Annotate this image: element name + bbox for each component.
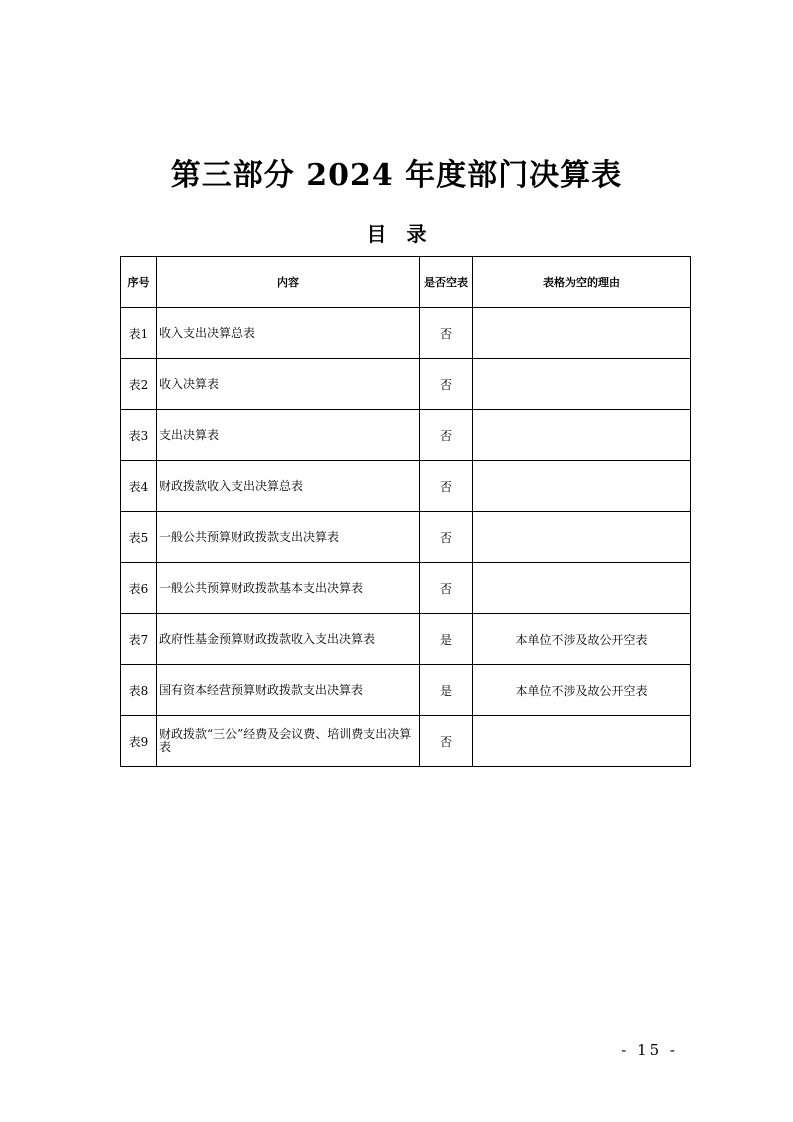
row-is-empty: 是 <box>420 614 473 665</box>
toc-title: 目 录 <box>366 222 427 246</box>
table-row <box>121 359 691 410</box>
row-content: 一般公共预算财政拨款基本支出决算表 <box>157 563 420 614</box>
row-content: 财政拨款收入支出决算总表 <box>157 461 420 512</box>
header-no: 序号 <box>121 257 157 308</box>
row-reason <box>473 512 691 563</box>
row-reason <box>473 563 691 614</box>
row-content: 收入决算表 <box>157 359 420 410</box>
row-no: 表2 <box>121 359 157 410</box>
row-content: 支出决算表 <box>157 410 420 461</box>
table-row <box>121 461 691 512</box>
row-is-empty: 否 <box>420 563 473 614</box>
row-no: 表9 <box>121 716 157 767</box>
row-content: 收入支出决算总表 <box>157 308 420 359</box>
page-number: - 15 - <box>621 1041 678 1059</box>
header-reason: 表格为空的理由 <box>473 257 691 308</box>
row-is-empty: 否 <box>420 410 473 461</box>
row-reason <box>473 461 691 512</box>
row-no: 表1 <box>121 308 157 359</box>
row-is-empty: 否 <box>420 512 473 563</box>
row-no: 表6 <box>121 563 157 614</box>
row-is-empty: 否 <box>420 359 473 410</box>
row-is-empty: 否 <box>420 308 473 359</box>
table-row <box>121 308 691 359</box>
row-content: 一般公共预算财政拨款支出决算表 <box>157 512 420 563</box>
row-no: 表5 <box>121 512 157 563</box>
row-reason <box>473 716 691 767</box>
row-is-empty: 是 <box>420 665 473 716</box>
header-is-empty: 是否空表 <box>420 257 473 308</box>
row-reason: 本单位不涉及故公开空表 <box>473 614 691 665</box>
row-no: 表7 <box>121 614 157 665</box>
table-row <box>121 665 691 716</box>
table-row <box>121 716 691 767</box>
table-header-row <box>121 257 691 308</box>
row-no: 表8 <box>121 665 157 716</box>
row-reason <box>473 359 691 410</box>
row-is-empty: 否 <box>420 716 473 767</box>
table-row <box>121 512 691 563</box>
toc-table <box>120 256 691 767</box>
page-title: 第三部分 2024 年度部门决算表 <box>170 158 623 193</box>
row-reason <box>473 410 691 461</box>
table-row <box>121 563 691 614</box>
row-no: 表3 <box>121 410 157 461</box>
row-reason: 本单位不涉及故公开空表 <box>473 665 691 716</box>
row-content: 政府性基金预算财政拨款收入支出决算表 <box>157 614 420 665</box>
row-content: 财政拨款“三公”经费及会议费、培训费支出决算表 <box>157 716 420 767</box>
header-content: 内容 <box>157 257 420 308</box>
row-no: 表4 <box>121 461 157 512</box>
row-content: 国有资本经营预算财政拨款支出决算表 <box>157 665 420 716</box>
row-is-empty: 否 <box>420 461 473 512</box>
table-row <box>121 410 691 461</box>
row-reason <box>473 308 691 359</box>
table-row <box>121 614 691 665</box>
